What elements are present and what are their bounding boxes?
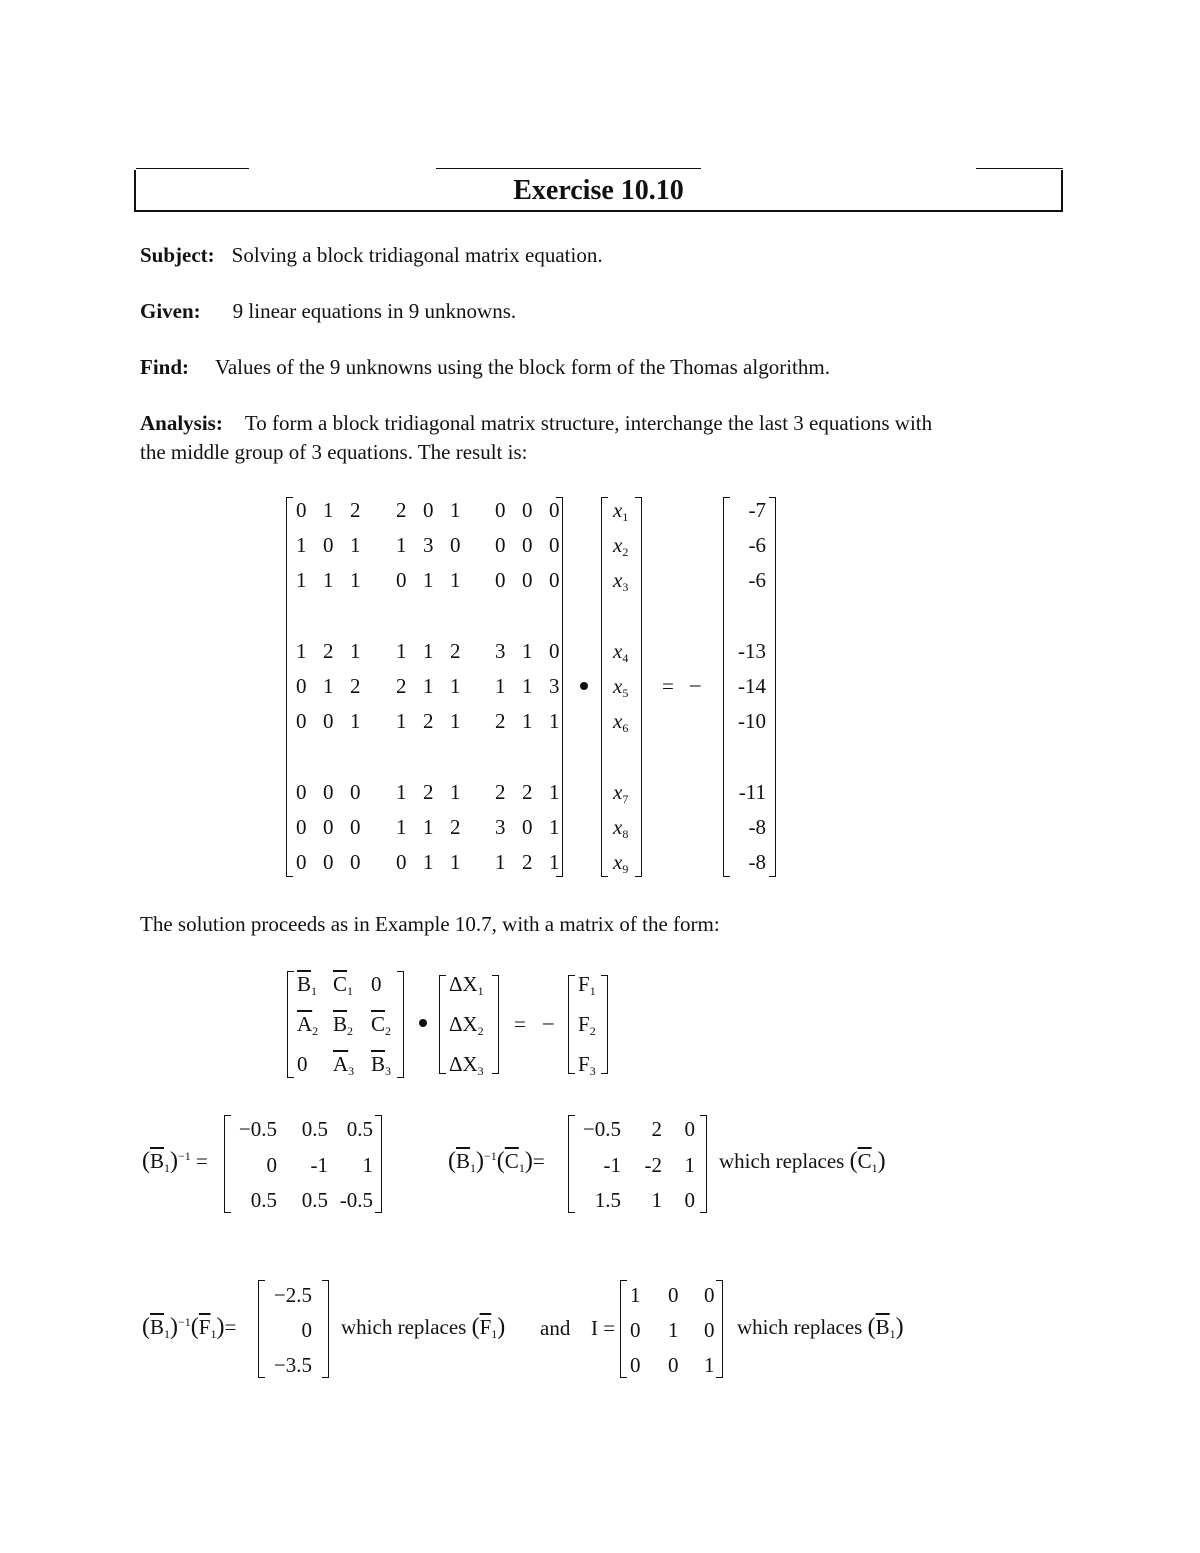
identity-cell: 1 xyxy=(668,1318,679,1342)
analysis-line-2: the middle group of 3 equations. The result is: xyxy=(140,440,528,464)
b1inv-cell: −0.5 xyxy=(238,1117,277,1141)
block-entry: $\overline{B}_2$ xyxy=(333,1012,354,1038)
matrix-cell: 2 1 1 xyxy=(396,674,463,698)
matrix-cell: 3 1 0 xyxy=(495,639,562,663)
find-line xyxy=(140,352,830,382)
subject-text: Solving a block tridiagonal matrix equation. xyxy=(231,243,603,267)
b1inv-cell: 0.5 xyxy=(346,1117,373,1141)
block-matrix-right-bracket xyxy=(397,971,404,1078)
block-entry: $\overline{C}_1$ xyxy=(333,972,354,998)
b1inv-c1-cell: -2 xyxy=(644,1153,662,1177)
b1inv-c1-cell: 2 xyxy=(651,1117,662,1141)
unknown-x9: $x_9$ xyxy=(613,850,629,876)
subject-line xyxy=(140,240,603,270)
b1inv-c1-cell: 1 xyxy=(651,1188,662,1212)
matrix-cell: 1 2 1 xyxy=(296,639,363,663)
unknown-x8: $x_8$ xyxy=(613,815,629,841)
b1inv-c1-cell: -1 xyxy=(603,1153,621,1177)
delta-x-entry: $\Delta X_2$ xyxy=(449,1012,484,1038)
matrix-cell: 2 0 1 xyxy=(396,498,463,522)
b1inv-cell: -1 xyxy=(310,1153,328,1177)
dot-operator xyxy=(419,1019,427,1027)
unknowns-right-bracket xyxy=(635,497,642,877)
f-right-bracket xyxy=(601,975,608,1074)
matrix-cell: 1 1 1 xyxy=(296,568,363,592)
block-entry: 0 xyxy=(297,1052,308,1076)
matrix-cell: 1 0 1 xyxy=(296,533,363,557)
dot-operator xyxy=(580,682,588,690)
b1inv-cell: 0.5 xyxy=(301,1188,328,1212)
identity-left-bracket xyxy=(620,1280,627,1378)
b1inv-c1-right-bracket xyxy=(700,1115,707,1213)
rhs-value: -11 xyxy=(738,780,766,804)
matrix-cell: 0 0 0 xyxy=(495,568,562,592)
block-matrix-left-bracket xyxy=(287,971,294,1078)
matrix-right-bracket xyxy=(556,497,563,877)
matrix-cell: 0 0 0 xyxy=(495,533,562,557)
rhs-value: -7 xyxy=(748,498,766,522)
b1inv-c1-cell: 0 xyxy=(684,1188,695,1212)
equals-sign: = xyxy=(514,1012,526,1036)
unknown-x4: $x_4$ xyxy=(613,639,629,665)
f-entry: $F_3$ xyxy=(578,1052,596,1078)
unknown-x6: $x_6$ xyxy=(613,709,629,735)
f-left-bracket xyxy=(568,975,575,1074)
f-entry: $F_1$ xyxy=(578,972,596,998)
matrix-cell: 0 0 1 xyxy=(296,709,363,733)
b1inv-f1-right-bracket xyxy=(322,1280,329,1378)
block-entry: $\overline{B}_1$ xyxy=(297,972,318,998)
b1inv-c1-cell: −0.5 xyxy=(582,1117,621,1141)
identity-cell: 0 xyxy=(630,1353,641,1377)
block-entry: $\overline{C}_2$ xyxy=(371,1012,392,1038)
replaces-f1-text: which replaces $(\overline{F}_1)$ xyxy=(341,1314,506,1341)
given-line xyxy=(140,296,516,326)
b1inv-f1-cell: −2.5 xyxy=(273,1283,312,1307)
block-entry: $\overline{A}_3$ xyxy=(333,1052,355,1078)
matrix-cell: 1 3 0 xyxy=(396,533,463,557)
subject-label: Subject: xyxy=(140,243,215,267)
analysis-line-1 xyxy=(140,408,932,438)
identity-right-bracket xyxy=(716,1280,723,1378)
unknown-x3: $x_3$ xyxy=(613,568,629,594)
b1inv-left-bracket xyxy=(224,1115,231,1213)
f-entry: $F_2$ xyxy=(578,1012,596,1038)
matrix-cell: 1 1 2 xyxy=(396,815,463,839)
identity-cell: 1 xyxy=(630,1283,641,1307)
rhs-value: -10 xyxy=(738,709,766,733)
delta-x-entry: $\Delta X_1$ xyxy=(449,972,484,998)
b1inv-right-bracket xyxy=(375,1115,382,1213)
b1inv-c1-label: $(\overline{B}_1)^{-1}(\overline{C}_1)=$ xyxy=(448,1148,545,1175)
matrix-cell: 0 0 0 xyxy=(495,498,562,522)
matrix-cell: 0 1 2 xyxy=(296,674,363,698)
dx-left-bracket xyxy=(439,975,446,1074)
block-entry: $\overline{B}_3$ xyxy=(371,1052,392,1078)
matrix-cell: 2 2 1 xyxy=(495,780,562,804)
given-text: 9 linear equations in 9 unknowns. xyxy=(232,299,517,323)
b1inv-c1-cell: 1 xyxy=(684,1153,695,1177)
replaces-c1-text: which replaces $(\overline{C}_1)$ xyxy=(719,1148,886,1175)
rhs-value: -14 xyxy=(738,674,766,698)
identity-label: I = xyxy=(591,1316,616,1340)
b1-inverse-label: $(\overline{B}_1)^{-1}$ = xyxy=(142,1148,208,1175)
solution-text: The solution proceeds as in Example 10.7, with a matrix of the form: xyxy=(140,912,720,936)
matrix-cell: 1 2 1 xyxy=(396,780,463,804)
matrix-cell: 2 1 1 xyxy=(495,709,562,733)
identity-cell: 0 xyxy=(668,1283,679,1307)
b1inv-cell: 0.5 xyxy=(250,1188,277,1212)
find-label: Find: xyxy=(140,355,190,379)
b1inv-cell: 0 xyxy=(266,1153,277,1177)
block-entry: $\overline{A}_2$ xyxy=(297,1012,319,1038)
identity-cell: 0 xyxy=(704,1318,715,1342)
rhs-right-bracket xyxy=(769,497,776,877)
rhs-value: -6 xyxy=(748,533,766,557)
matrix-cell: 0 0 0 xyxy=(296,850,363,874)
unknown-x5: $x_5$ xyxy=(613,674,629,700)
unknown-x7: $x_7$ xyxy=(613,780,629,806)
rhs-value: -8 xyxy=(748,815,766,839)
minus-sign: – xyxy=(690,672,701,696)
minus-sign: – xyxy=(543,1010,554,1034)
matrix-cell: 0 0 0 xyxy=(296,780,363,804)
identity-cell: 1 xyxy=(704,1353,715,1377)
matrix-left-bracket xyxy=(286,497,293,877)
matrix-cell: 0 1 1 xyxy=(396,850,463,874)
identity-cell: 0 xyxy=(668,1353,679,1377)
delta-x-entry: $\Delta X_3$ xyxy=(449,1052,484,1078)
matrix-cell: 3 0 1 xyxy=(495,815,562,839)
b1inv-cell: 1 xyxy=(362,1153,373,1177)
title-box xyxy=(134,170,1063,212)
analysis-text-1: To form a block tridiagonal matrix structure, interchange the last 3 equations with xyxy=(244,411,933,435)
unknown-x1: $x_1$ xyxy=(613,498,629,524)
matrix-cell: 1 2 1 xyxy=(396,709,463,733)
given-label: Given: xyxy=(140,299,201,323)
identity-cell: 0 xyxy=(704,1283,715,1307)
equals-sign: = xyxy=(662,674,674,698)
b1inv-f1-label: $(\overline{B}_1)^{-1}(\overline{F}_1)=$ xyxy=(142,1314,237,1341)
matrix-cell: 1 1 3 xyxy=(495,674,562,698)
b1inv-f1-cell: 0 xyxy=(301,1318,312,1342)
and-text: and xyxy=(540,1316,571,1340)
unknown-x2: $x_2$ xyxy=(613,533,629,559)
unknowns-left-bracket xyxy=(601,497,608,877)
rhs-value: -13 xyxy=(738,639,766,663)
matrix-cell: 0 0 0 xyxy=(296,815,363,839)
rhs-value: -6 xyxy=(748,568,766,592)
rhs-value: -8 xyxy=(748,850,766,874)
identity-cell: 0 xyxy=(630,1318,641,1342)
b1inv-c1-left-bracket xyxy=(568,1115,575,1213)
matrix-cell: 1 1 2 xyxy=(396,639,463,663)
b1inv-c1-cell: 1.5 xyxy=(594,1188,621,1212)
b1inv-cell: -0.5 xyxy=(339,1188,373,1212)
dx-right-bracket xyxy=(492,975,499,1074)
find-text: Values of the 9 unknowns using the block form of the Thomas algorithm. xyxy=(215,355,830,379)
page-title: Exercise 10.10 xyxy=(513,175,684,206)
block-entry: 0 xyxy=(371,972,382,996)
b1inv-c1-cell: 0 xyxy=(684,1117,695,1141)
matrix-cell: 0 1 1 xyxy=(396,568,463,592)
replaces-b1-text: which replaces $(\overline{B}_1)$ xyxy=(737,1314,904,1341)
matrix-cell: 0 1 2 xyxy=(296,498,363,522)
b1inv-cell: 0.5 xyxy=(301,1117,328,1141)
b1inv-f1-cell: −3.5 xyxy=(273,1353,312,1377)
matrix-cell: 1 2 1 xyxy=(495,850,562,874)
analysis-label: Analysis: xyxy=(140,411,223,435)
